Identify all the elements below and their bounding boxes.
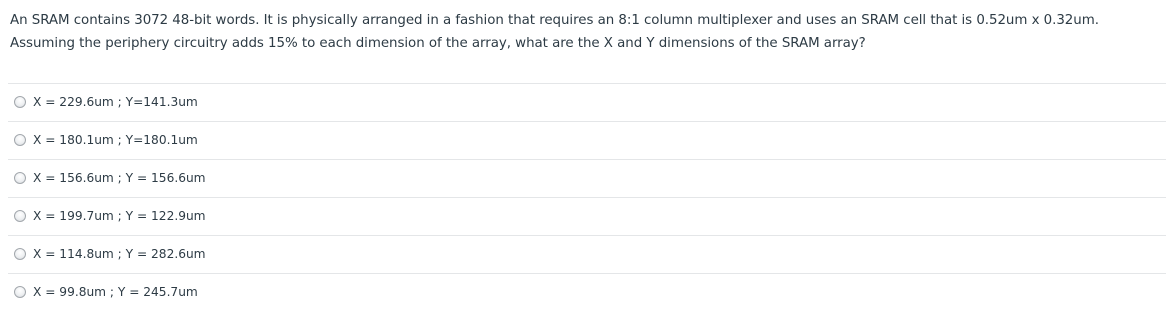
question-line-2: Assuming the periphery circuitry adds 15% to each dimension of the array, what are the X and Y dimensions of the SRAM array? (10, 36, 866, 51)
answer-option-4[interactable] (8, 197, 1166, 235)
radio-button[interactable] (14, 248, 26, 260)
answer-label[interactable]: X = 156.6um ; Y = 156.6um (33, 171, 206, 185)
radio-button[interactable] (14, 286, 26, 298)
answer-option-1[interactable] (8, 83, 1166, 121)
answer-label[interactable]: X = 229.6um ; Y=141.3um (33, 95, 198, 109)
radio-button[interactable] (14, 172, 26, 184)
radio-button[interactable] (14, 96, 26, 108)
answer-option-6[interactable] (8, 273, 1166, 311)
answer-label[interactable]: X = 180.1um ; Y=180.1um (33, 133, 198, 147)
answer-label[interactable]: X = 114.8um ; Y = 282.6um (33, 247, 206, 261)
answer-option-5[interactable] (8, 235, 1166, 273)
question-text (10, 9, 1160, 55)
radio-button[interactable] (14, 210, 26, 222)
radio-button[interactable] (14, 134, 26, 146)
answer-label[interactable]: X = 199.7um ; Y = 122.9um (33, 209, 206, 223)
answer-option-2[interactable] (8, 121, 1166, 159)
answer-label[interactable]: X = 99.8um ; Y = 245.7um (33, 285, 198, 299)
question-line-1: An SRAM contains 3072 48-bit words. It is physically arranged in a fashion that requires an 8:1 column multiplexer and uses an SRAM cell that is 0.52um x 0.32um. (10, 13, 1099, 28)
answer-option-3[interactable] (8, 159, 1166, 197)
answer-options (8, 83, 1166, 311)
